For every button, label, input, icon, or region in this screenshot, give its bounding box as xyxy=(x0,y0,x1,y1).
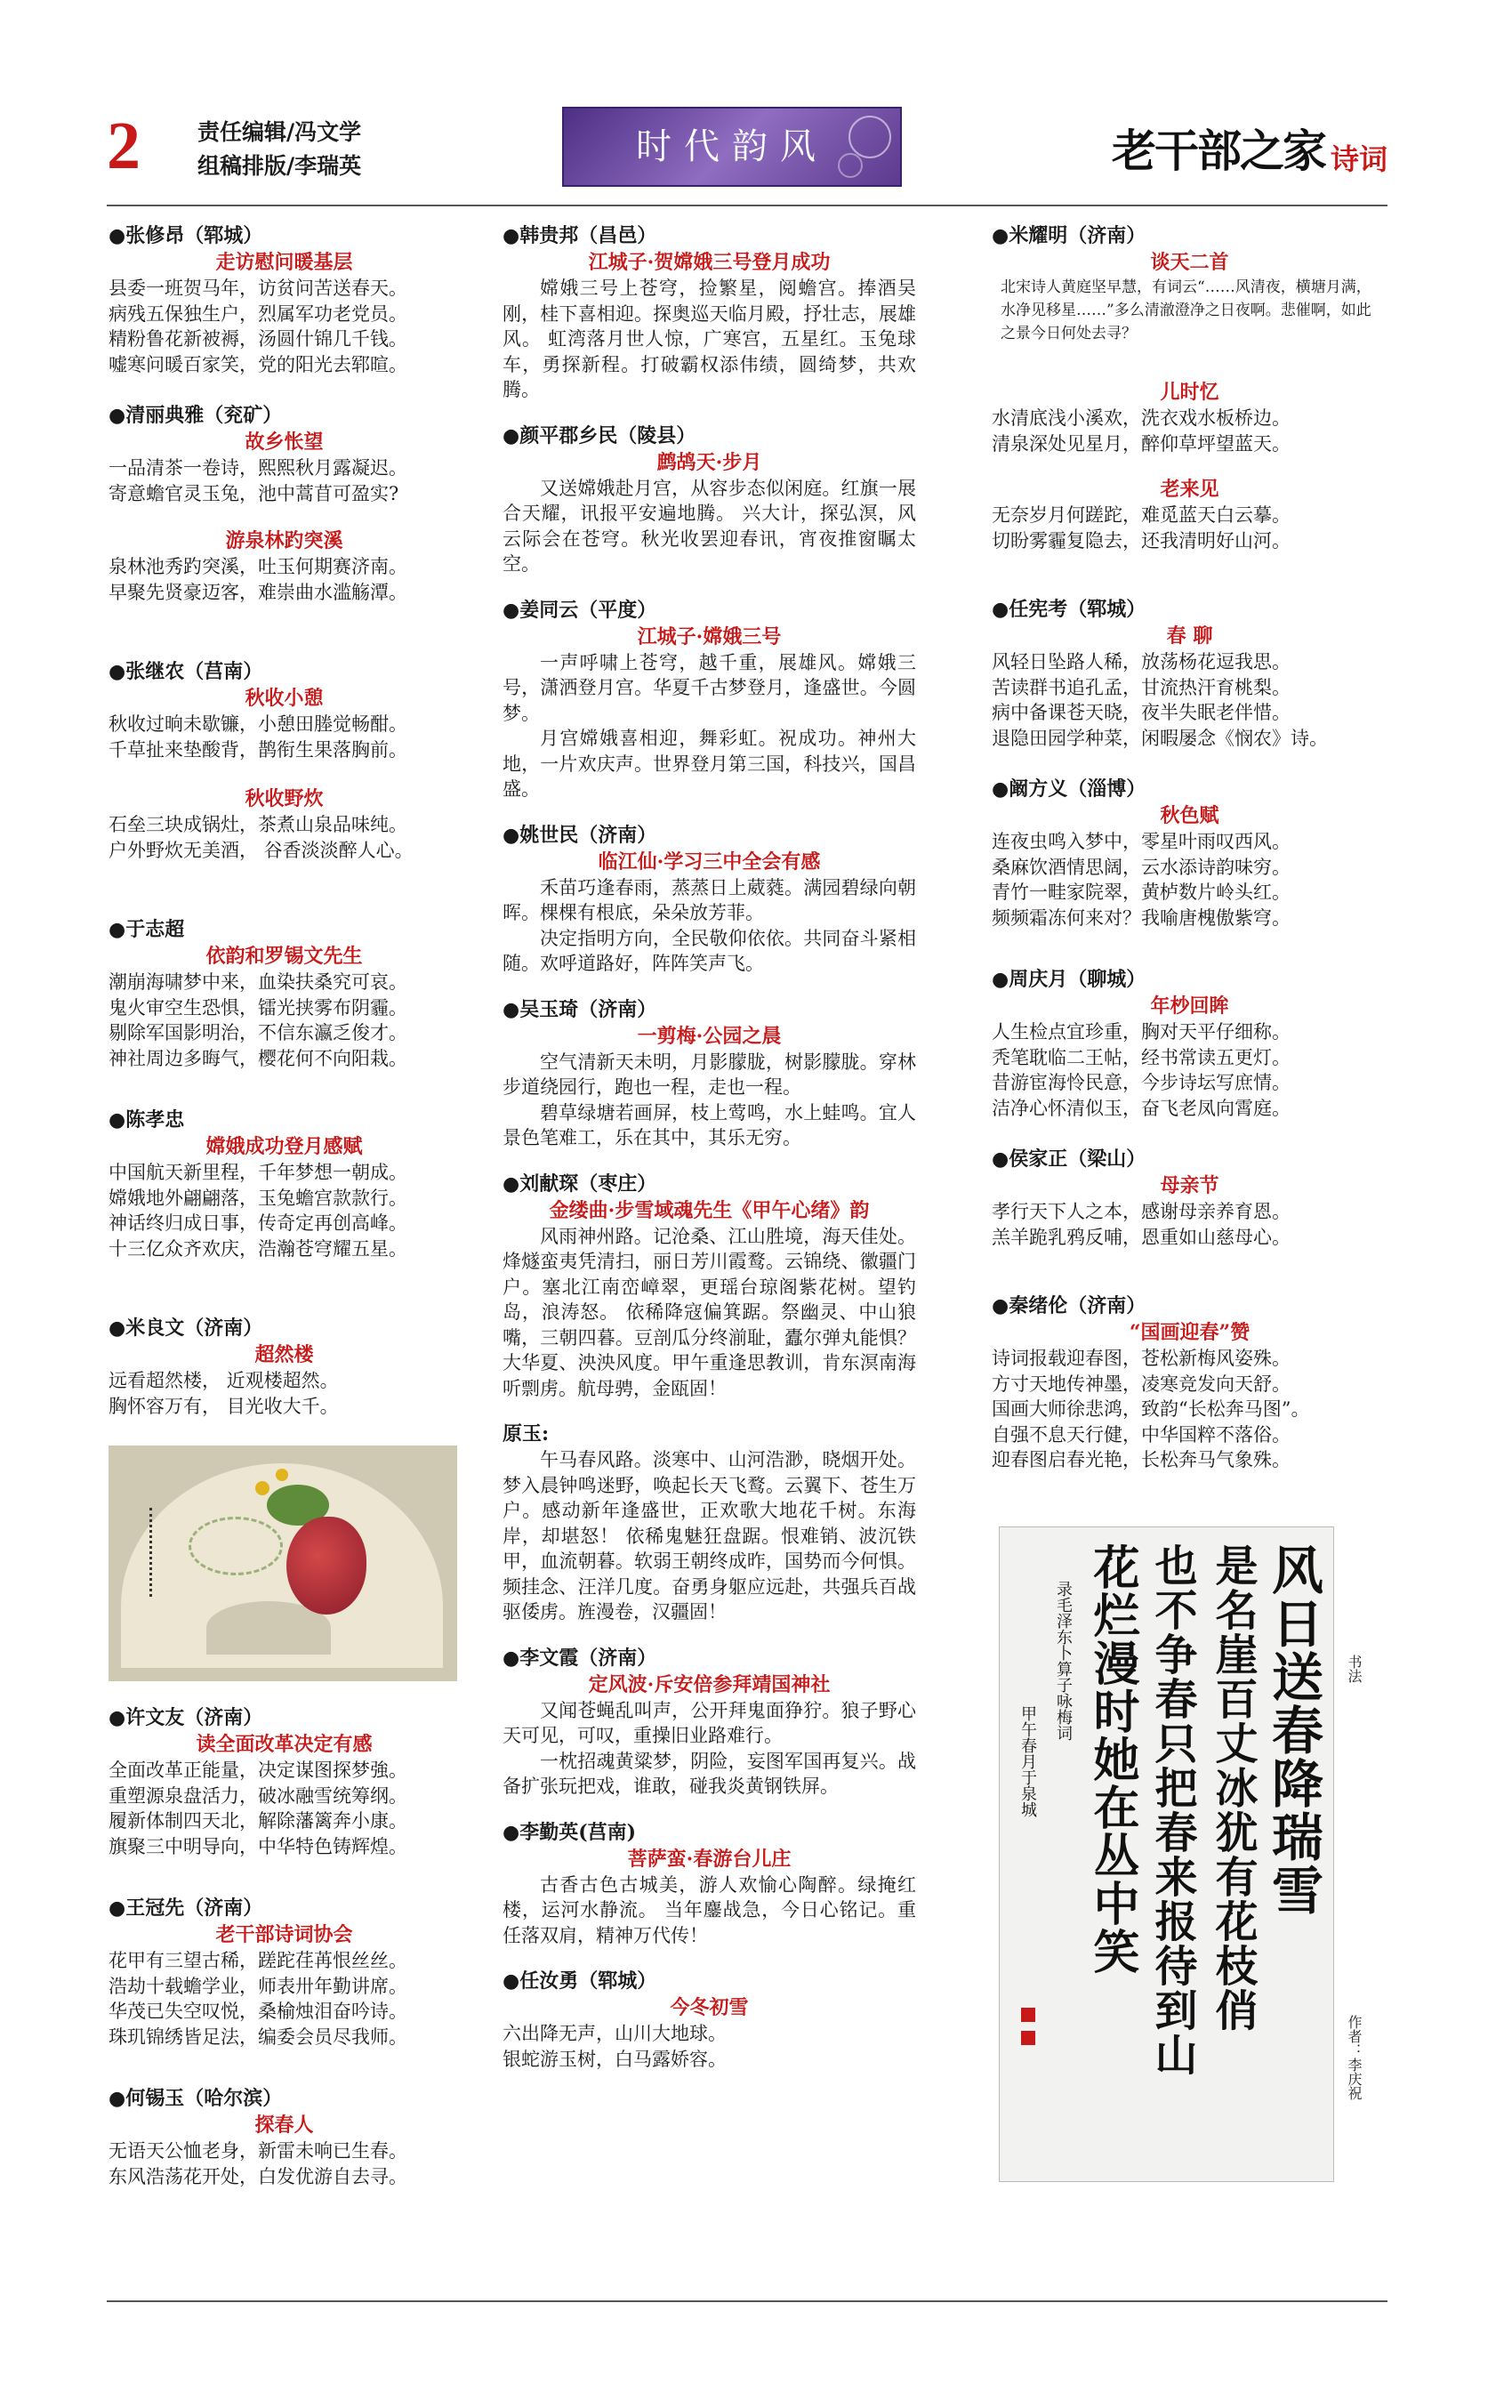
poem-paragraph: 午马春风路。淡寒中、山河浩渺，晓烟开处。梦入晨钟鸣迷野，唤起长天飞鹜。云翼下、苍生万户。感动新年逢盛世，正欢歌大地花千树。东海岸，却堪怒！ 依稀鬼魅狂盘踞。恨难销、波沉铁甲，血流朝暮。软弱王朝终成昨，国势而今何惧。频挂念、汪洋几度。奋勇身躯应远赴，共强兵百战驱倭虏。旌漫卷，汉疆固！ xyxy=(503,1449,916,1623)
poem-entry xyxy=(992,379,1387,456)
poem-author: ●姚世民（济南） xyxy=(503,823,657,847)
poem-title: 菩萨蛮·春游台儿庄 xyxy=(627,1847,792,1871)
flower-icon xyxy=(276,1469,288,1481)
poem-title: 走访慰问暖基层 xyxy=(215,251,353,274)
column-2 xyxy=(503,222,916,2072)
poem-entry xyxy=(109,528,460,605)
poem-line: 泉林池秀趵突溪，吐玉何期赛济南。 xyxy=(109,556,407,577)
poem-line: 迎春图启春光艳，长松奔马气象殊。 xyxy=(992,1449,1291,1470)
poem-entry xyxy=(109,2085,460,2189)
calligraphy-column: 花烂漫时她在丛中笑 xyxy=(1085,1543,1139,1976)
poem-line: 珠玑锦绣皆足法，编委会员尽我师。 xyxy=(109,2025,407,2048)
poem-paragraph: 禾苗巧逢春雨，蒸蒸日上葳蕤。满园碧绿向朝晖。棵棵有根底，朵朵放芳菲。 xyxy=(503,876,916,923)
poem-author: ●陈孝忠 xyxy=(109,1108,185,1132)
poem-title: 读全面改革决定有感 xyxy=(196,1733,373,1756)
poem-line: 切盼雾霾复隐去，还我清明好山河。 xyxy=(992,529,1291,552)
poem-entry xyxy=(109,1704,460,1859)
seal-stamp xyxy=(1021,2008,1035,2022)
poem-author: ●任宪考（郓城） xyxy=(992,598,1146,621)
poem-line: 中国航天新里程，千年梦想一朝成。 xyxy=(109,1162,407,1183)
poem-line: 六出降无声，山川大地球。 xyxy=(503,2023,727,2044)
poem-line: 风轻日坠路人稀，放荡杨花逗我思。 xyxy=(992,651,1291,672)
column-1 xyxy=(109,222,460,2189)
poem-author: ●刘献琛（枣庄） xyxy=(503,1172,657,1196)
poem-line: 羔羊跪乳鸦反哺，恩重如山慈母心。 xyxy=(992,1226,1291,1248)
fan-leaves xyxy=(189,1517,283,1575)
poem-author: ●许文友（济南） xyxy=(109,1706,263,1729)
poem-line: 银蛇游玉树，白马露娇容。 xyxy=(503,2048,727,2070)
calligraphy-label: 书法 xyxy=(1346,1655,1363,1683)
poem-entry xyxy=(992,596,1387,751)
poem-paragraph: 又送嫦娥赴月宫，从容步态似闲庭。红旗一展合天耀，讯报平安遍地腾。 兴大计，探弘溟，风云际会在苍穹。秋光收罢迎春讯，宵夜推窗瞩太空。 xyxy=(503,477,916,575)
masthead-logo: 老干部之家 xyxy=(1112,125,1325,177)
page-number: 2 xyxy=(107,109,141,183)
flower-icon xyxy=(255,1481,269,1495)
poem-paragraph: 一声呼啸上苍穹，越千重，展雄风。嫦娥三号，潇洒登月宫。华夏千古梦登月，逢盛世。今圆梦。 xyxy=(503,651,916,724)
poem-entry xyxy=(109,916,460,1071)
poem-author: ●侯家正（梁山） xyxy=(992,1148,1146,1171)
poem-line: 无奈岁月何蹉跎，难觅蓝天白云摹。 xyxy=(992,504,1291,526)
poem-entry xyxy=(503,423,916,577)
poem-author: ●阚方义（淄博） xyxy=(992,777,1146,801)
poem-author: ●任汝勇（郓城） xyxy=(503,1969,657,1993)
poem-line: 剔除军国影明治，不信东瀛乏俊才。 xyxy=(109,1022,407,1043)
poem-title: 超然楼 xyxy=(254,1343,314,1366)
poem-line: 浩劫十载蟾学业，师表卅年勤讲席。 xyxy=(109,1975,407,1997)
poem-author: ●王冠先（济南） xyxy=(109,1897,263,1920)
page-header xyxy=(107,107,1387,205)
poem-line: 无语天公恤老身，新雷未响已生春。 xyxy=(109,2140,407,2162)
poem-paragraph: 月宫嫦娥喜相迎，舞彩虹。祝成功。神州大地，一片欢庆声。世界登月第三国，科技兴，国昌盛。 xyxy=(503,728,916,800)
poem-line: 重塑源泉盘活力，破冰融雪统筹纲。 xyxy=(109,1784,407,1807)
seal-stamp xyxy=(1021,2031,1035,2045)
poem-title: 定风波·斥安倍参拜靖国神社 xyxy=(588,1672,831,1696)
poem-entry xyxy=(109,222,460,377)
bottom-divider xyxy=(107,2300,1387,2302)
poem-line: 全面改革正能量，决定谋图探梦強。 xyxy=(109,1760,407,1781)
poem-line: 鬼火审空生恐惧，镭光挟雾布阴霾。 xyxy=(109,996,407,1019)
poem-line: 十三亿众齐欢庆，浩瀚苍穹耀五星。 xyxy=(109,1237,407,1260)
poem-entry xyxy=(503,822,916,977)
poem-line: 国画大师徐悲鸿，致韵“长松奔马图”。 xyxy=(992,1398,1310,1420)
poem-entry xyxy=(109,658,460,762)
poem-paragraph: 空气清新天未明，月影朦胧，树影朦胧。穿林步道绕园行，跑也一程，走也一程。 xyxy=(503,1051,916,1098)
poem-author: ●米良文（济南） xyxy=(109,1317,263,1340)
poem-title: 谈天二首 xyxy=(1150,251,1229,274)
poem-title: 母亲节 xyxy=(1160,1174,1219,1197)
calligraphy-column: 风日送春降瑞雪 xyxy=(1263,1543,1323,1917)
editor-credits xyxy=(197,116,361,183)
calligraphy-inscription: 录毛泽东卜算子咏梅词 xyxy=(1054,1581,1073,1741)
poem-line: 神话终归成日事，传奇定再创高峰。 xyxy=(109,1212,407,1234)
poem-line: 胸怀容万有， 目光收大千。 xyxy=(109,1395,339,1417)
poem-author: ●周庆月（聊城） xyxy=(992,968,1146,991)
poem-line: 石垒三块成锅灶，茶煮山泉品味纯。 xyxy=(109,814,407,835)
poem-entry xyxy=(503,1171,916,1402)
poem-author: ●韩贵邦（昌邑） xyxy=(503,224,657,247)
fan-painting xyxy=(109,1446,457,1681)
poem-paragraph: 决定指明方向，全民敬仰依依。共同奋斗紧相随。欢呼道路好，阵阵笑声飞。 xyxy=(503,927,916,974)
fan-inscription xyxy=(149,1508,179,1597)
poem-line: 潮崩海啸梦中来，血染扶桑究可哀。 xyxy=(109,971,407,993)
poem-entry xyxy=(109,1107,460,1261)
poem-author: ●米耀明（济南） xyxy=(992,224,1146,247)
poem-line: 方寸天地传神墨，凌寒竞发向天舒。 xyxy=(992,1373,1291,1395)
poem-entry xyxy=(503,1819,916,1949)
poem-line: 桑麻饮酒情思阔，云水添诗韵味穷。 xyxy=(992,856,1291,878)
poem-title: 江城子·嫦娥三号 xyxy=(637,624,782,648)
masthead xyxy=(1112,114,1387,189)
poem-paragraph: 嫦娥三号上苍穹，捡繁星，阅蟾宫。捧酒吴刚，桂下喜相迎。探奥巡天临月殿，抒壮志，展雄风。 虹湾落月世人惊，广寒宫，五星红。玉兔球车，勇探新程。打破霸权添伟绩，圆绮梦，共欢腾。 xyxy=(503,278,916,400)
editor-line: 责任编辑/冯文学 xyxy=(197,119,362,145)
poem-entry xyxy=(109,402,460,506)
section-title: 时代韵风 xyxy=(636,126,828,167)
poem-entry xyxy=(109,1315,460,1419)
poem-author: ●姜同云（平度） xyxy=(503,598,657,622)
masthead-subtitle: 诗词 xyxy=(1330,142,1387,176)
poem-line: 神社周边多晦气，樱花何不向阳栽。 xyxy=(109,1047,407,1069)
poem-title: 老来见 xyxy=(1160,478,1219,501)
poem-line: 东风浩荡花开处，白发优游自去寻。 xyxy=(109,2165,407,2187)
poem-entry xyxy=(503,222,916,403)
poem-entry xyxy=(992,1146,1387,1250)
radish-icon xyxy=(286,1517,366,1615)
poem-title: 依韵和罗锡文先生 xyxy=(205,945,363,968)
poem-line: 苦读群书追孔孟，甘流热汗育桃梨。 xyxy=(992,676,1291,698)
poem-line: 一品清茶一卷诗，熙熙秋月露凝迟。 xyxy=(109,457,407,479)
poem-author: ●张修昂（郓城） xyxy=(109,224,263,247)
poem-author: ●吴玉琦（济南） xyxy=(503,997,657,1021)
poem-title: 儿时忆 xyxy=(1160,381,1219,404)
poem-entry xyxy=(503,597,916,802)
poem-title: 鹧鸪天·步月 xyxy=(656,450,762,474)
poem-line: 人生检点宜珍重，胸对天平仔细称。 xyxy=(992,1021,1291,1043)
poem-title: 秋收小憩 xyxy=(245,687,324,710)
poem-title: 老干部诗词协会 xyxy=(215,1923,353,1946)
calligraphy-inscription: 甲午春月于泉城 xyxy=(1018,1705,1037,1817)
poem-line: 花甲有三望古稀，蹉跎荏苒恨丝丝。 xyxy=(109,1950,407,1971)
poem-author: ●清丽典雅（兖矿） xyxy=(109,404,283,427)
poem-line: 户外野炊无美酒， 谷香淡淡醉人心。 xyxy=(109,839,414,861)
poem-author: ●李勤英(莒南) xyxy=(503,1820,637,1844)
poem-entry xyxy=(992,966,1387,1121)
poem-line: 洁净心怀清似玉，奋飞老凤向霄庭。 xyxy=(992,1097,1291,1119)
poem-paragraph: 古香古色古城美，游人欢愉心陶醉。绿掩红楼，运河水静流。 当年鏖战急，今日心铭记。重任落双肩，精神万代传！ xyxy=(503,1873,916,1946)
calligraphy-artwork xyxy=(999,1526,1334,2182)
poem-entry xyxy=(503,1421,916,1625)
poem-entry xyxy=(109,785,460,863)
poem-paragraph: 一枕招魂黄粱梦，阴险，妄图军国再复兴。战备扩张玩把戏，谁敢，碰我炎黄钢铁屏。 xyxy=(503,1750,916,1797)
poem-line: 病残五保独生户，烈属军功老党员。 xyxy=(109,302,407,325)
poem-entry xyxy=(503,996,916,1151)
poem-line: 青竹一畦家院翠，黄栌数片岭头红。 xyxy=(992,882,1291,903)
poem-line: 清泉深处见星月，醉仰草坪望蓝天。 xyxy=(992,432,1291,455)
poem-title: 探春人 xyxy=(254,2114,314,2137)
poem-entry xyxy=(992,222,1387,345)
poem-line: 诗词报载迎春图，苍松新梅风姿殊。 xyxy=(992,1348,1291,1369)
poem-author: ●颜平郡乡民（陵县） xyxy=(503,423,696,447)
poem-author: 原玉: xyxy=(503,1422,550,1446)
poem-line: 自强不息天行健，中华国粹不落俗。 xyxy=(992,1423,1291,1446)
column-3 xyxy=(992,222,1387,1473)
poem-title: 秋色赋 xyxy=(1160,804,1219,827)
poem-line: 频频霜冻何来对？我喻唐槐傲紫穹。 xyxy=(992,906,1291,929)
poem-line: 水清底浅小溪欢，洗衣戏水板桥边。 xyxy=(992,407,1291,429)
poem-title: 年杪回眸 xyxy=(1150,995,1229,1018)
calligraphy-column: 也不争春只把春来报待到山 xyxy=(1147,1543,1197,2077)
poem-author: ●秦绪伦（济南） xyxy=(992,1294,1146,1317)
poem-line: 早聚先贤豪迈客，难崇曲水滥觞潭。 xyxy=(109,581,407,603)
poem-entry xyxy=(992,776,1387,930)
poem-line: 旗聚三中明导向，中华特色铸辉煌。 xyxy=(109,1835,407,1857)
poem-line: 县委一班贺马年，访贫问苦送春天。 xyxy=(109,278,407,299)
poem-line: 嘘寒问暖百家笑，党的阳光去郓暄。 xyxy=(109,353,407,375)
poem-line: 履新体制四天北，解除藩篱奔小康。 xyxy=(109,1810,407,1832)
poem-title: 金缕曲·步雪域魂先生《甲午心绪》韵 xyxy=(549,1198,870,1222)
poem-entry xyxy=(109,1895,460,2050)
section-banner xyxy=(562,107,902,187)
poem-line: 秃笔耽临二王帖，经书常读五更灯。 xyxy=(992,1046,1291,1068)
poem-line: 昔游宦海怜民意，今步诗坛写庶情。 xyxy=(992,1072,1291,1093)
poem-line: 精粉鲁花新被褥，汤圆什锦几千钱。 xyxy=(109,328,407,350)
poem-title: “国画迎春”赞 xyxy=(1129,1321,1251,1344)
calligraphy-author: 作者：李庆祝 xyxy=(1346,2015,1363,2100)
poem-author: ●李文霞（济南） xyxy=(503,1646,657,1670)
poem-author: ●何锡玉（哈尔滨） xyxy=(109,2087,283,2110)
poem-paragraph: 碧草绿塘若画屏，枝上莺鸣，水上蛙鸣。宜人景色笔难工，乐在其中，其乐无穷。 xyxy=(503,1101,916,1148)
layout-line: 组稿排版/李瑞英 xyxy=(197,153,362,179)
poem-entry xyxy=(503,1645,916,1800)
poem-author: ●于志超 xyxy=(109,918,185,941)
poem-line: 寄意蟾官灵玉兔，池中蒿苜可盈实? xyxy=(109,482,399,504)
poem-title: 游泉林趵突溪 xyxy=(225,529,343,552)
poem-title: 春 聊 xyxy=(1166,624,1213,648)
poem-title: 一剪梅·公园之晨 xyxy=(637,1024,782,1048)
poem-entry xyxy=(992,476,1387,553)
poem-line: 退隐田园学种菜，闲暇屡念《悯农》诗。 xyxy=(992,727,1328,749)
top-divider xyxy=(107,205,1387,206)
poem-preface: 北宋诗人黄庭坚早慧，有词云“……风清夜，横塘月满，水净见移星……”多么清澈澄净之日夜啊。悲催啊，如此之景今日何处去寻？ xyxy=(1001,278,1371,342)
poem-line: 嫦娥地外翩翩落，玉兔蟾宫款款行。 xyxy=(109,1187,407,1209)
poem-title: 今冬初雪 xyxy=(670,1996,749,2019)
calligraphy-column: 是名崖百丈冰犹有花枝俏 xyxy=(1208,1543,1258,2033)
poem-title: 嫦娥成功登月感赋 xyxy=(205,1135,363,1158)
poem-line: 华茂已失空叹悦，桑榆烛泪奋吟诗。 xyxy=(109,2001,407,2022)
poem-title: 秋收野炊 xyxy=(245,787,324,810)
poem-line: 病中备课苍天晓，夜半失眠老伴惜。 xyxy=(992,702,1291,723)
poem-line: 远看超然楼， 近观楼超然。 xyxy=(109,1370,339,1391)
poem-entry xyxy=(992,1293,1387,1473)
poem-title: 江城子·贺嫦娥三号登月成功 xyxy=(588,251,831,274)
poem-title: 临江仙·学习三中全会有感 xyxy=(598,850,821,874)
poem-line: 千草扯来垫酸背，鹊衔生果落胸前。 xyxy=(109,738,407,761)
poem-line: 连夜虫鸣入梦中，零星叶雨叹西风。 xyxy=(992,831,1291,852)
poem-title: 故乡怅望 xyxy=(245,431,324,454)
poem-line: 孝行天下人之本，感谢母亲养育恩。 xyxy=(992,1201,1291,1222)
poem-line: 秋收过晌未歇镰，小憩田塍觉畅酣。 xyxy=(109,713,407,735)
poem-paragraph: 风雨神州路。记沧桑、江山胜境，海天佳处。烽燧蛮夷凭清扫，丽日芳川霞鹜。云锦绕、徽疆门户。塞北江南峦嶂翠，更瑶台琼阁紫花树。望钓岛，浪涛怒。 依稀降寇偏箕踞。祭幽灵、中山狼嘴，三朝四暮。豆剖瓜分终湔耻，蠹尔弹丸能惧？大华夏、泱泱风度。甲午重逢思教训，肯东溟南海听剽虏。航母骋，金瓯固！ xyxy=(503,1225,916,1399)
poem-paragraph: 又闻苍蝇乱叫声，公开拜鬼面狰狞。狼子野心天可见，可叹，重操旧业路难行。 xyxy=(503,1699,916,1746)
poem-author: ●张继农（莒南） xyxy=(109,660,263,683)
poem-entry xyxy=(503,1968,916,2072)
